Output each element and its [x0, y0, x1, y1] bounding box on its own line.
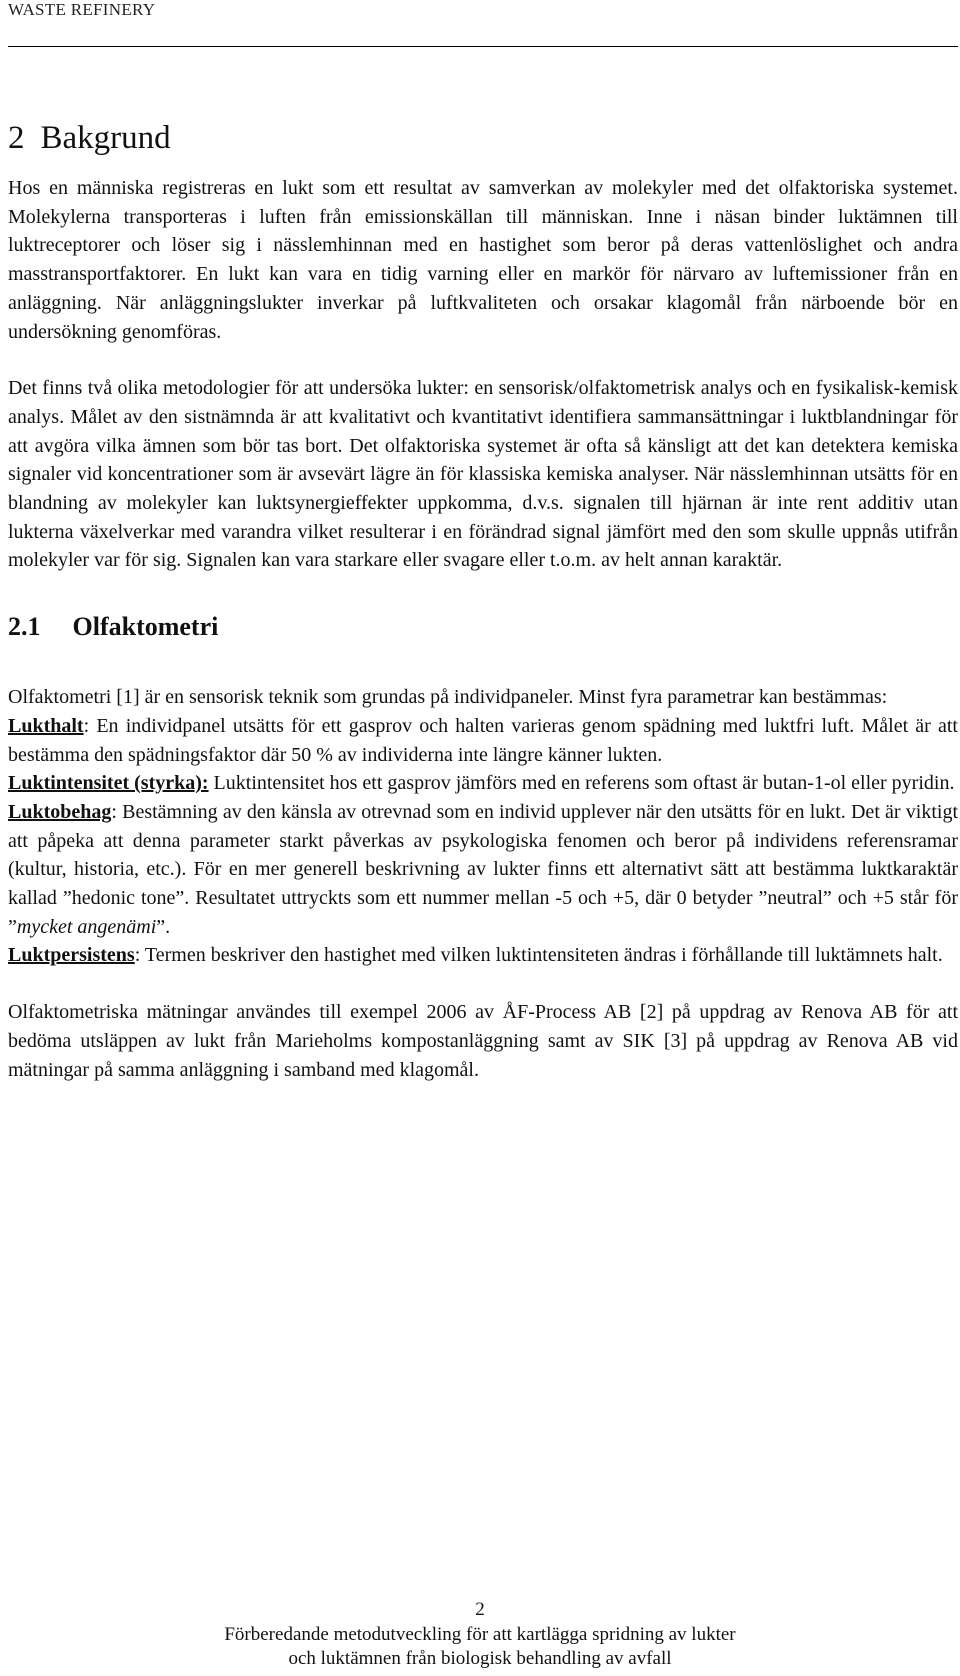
subsection-title: Olfaktometri: [72, 612, 219, 642]
section-heading: [8, 118, 958, 158]
section-number: 2: [8, 120, 25, 156]
parameter-description: En individpanel utsätts för ett gasprov och halten varieras genom spädning med luktfri luft. Målet är att bestämma den spädningsfaktor där 50 % av individerna inte längre känner lukten.: [8, 714, 958, 766]
parameter-luktpersistens: [8, 941, 958, 970]
closing-paragraph: Olfaktometriska mätningar användes till exempel 2006 av ÅF-Process AB [2] på uppdrag av Renova AB för att bedöma utsläppen av lukt från Marieholms kompostanläggning samt av SIK [3] på uppdrag av Renova AB vid mätningar på samma anläggning i samband med klagomål.: [8, 1001, 958, 1081]
quote-end: ”.: [156, 915, 171, 938]
paragraph: Hos en människa registreras en lukt som ett resultat av samverkan av molekyler med det olfaktoriska systemet. Molekylerna transporteras i luften från emissionskällan till människan. Inne i näsan binder luktämnen till luktreceptorer och löser sig i nässlemhinnan med en hastighet som beror på deras vattenlöslighet och andra masstransportfaktorer. En lukt kan vara en tidig varning eller en markör för närvaro av luftemissioner från en anläggning. När anläggningslukter inverkar på luftkvaliteten och orsakar klagomål från närboende bör en undersökning genomföras.: [8, 177, 958, 343]
parameter-lukthalt: [8, 712, 958, 769]
parameter-term: Luktpersistens: [8, 944, 135, 967]
term-separator: :: [134, 944, 141, 967]
running-header: WASTE REFINERY: [8, 0, 156, 19]
parameter-description: Termen beskriver den hastighet med vilken luktintensiteten ändras i förhållande till luktämnets halt.: [140, 944, 943, 967]
subsection-number: 2.1: [8, 612, 41, 642]
italic-quote: mycket angenämi: [16, 915, 157, 938]
parameter-luktobehag: [8, 798, 958, 942]
term-separator: :: [83, 714, 90, 737]
page-footer: [0, 1598, 960, 1672]
parameter-term: Lukthalt: [8, 714, 84, 737]
subsection-heading: [8, 611, 958, 643]
footer-line-1: Förberedande metodutveckling för att kartlägga spridning av lukter: [224, 1623, 736, 1645]
parameter-term: Luktobehag: [8, 800, 112, 823]
term-separator: :: [111, 800, 117, 823]
document-body: [8, 118, 958, 1084]
parameter-term: Luktintensitet (styrka):: [8, 772, 209, 795]
header-rule: [8, 46, 958, 47]
paragraph: Det finns två olika metodologier för att undersöka lukter: en sensorisk/olfaktometrisk analys och en fysikalisk-kemisk analys. Målet av den sistnämnda är att kvalitativt och kvantitativt identifiera sammansättningar i luktblandningar för att avgöra vilka ämnen som bör tas bort. Det olfaktoriska systemet är ofta så känsligt att det kan detektera kemiska signaler vid koncentrationer som är avsevärt lägre än för klassiska kemiska analyser. När nässlemhinnan utsätts för en blandning av molekyler kan luktsynergieffekter uppkomma, d.v.s. signalen till hjärnan är inte rent additiv utan lukterna växelverkar med varandra vilket resulterar i en förändrad signal jämfört med den som skulle uppnås utifrån molekyler var för sig. Signalen kan vara starkare eller svagare eller t.o.m. av helt annan karaktär.: [8, 377, 958, 572]
subsection-intro: Olfaktometri [1] är en sensorisk teknik som grundas på individpaneler. Minst fyra parametrar kan bestämmas:: [8, 686, 888, 709]
parameter-description: Bestämning av den känsla av otrevnad som en individ upplever när den utsätts för en lukt. Det är viktigt att påpeka att denna parameter starkt påverkas av psykologiska fenomen och beror på individens referensramar (kultur, historia, etc.). För en mer generell beskrivning av lukter finns ett alternativt sätt att bestämma luktkaraktär kallad ”hedonic tone”. Resultatet uttryckts som ett nummer mellan -5 och +5, där 0 betyder ”neutral” och +5 står för ”: [8, 800, 958, 938]
footer-line-2: och luktämnen från biologisk behandling av avfall: [288, 1648, 672, 1669]
parameter-description: Luktintensitet hos ett gasprov jämförs med en referens som oftast är butan-1-ol eller pyridin.: [208, 772, 955, 795]
parameter-luktintensitet: [8, 769, 958, 798]
page-number: 2: [475, 1599, 485, 1620]
section-title: Bakgrund: [40, 120, 171, 156]
